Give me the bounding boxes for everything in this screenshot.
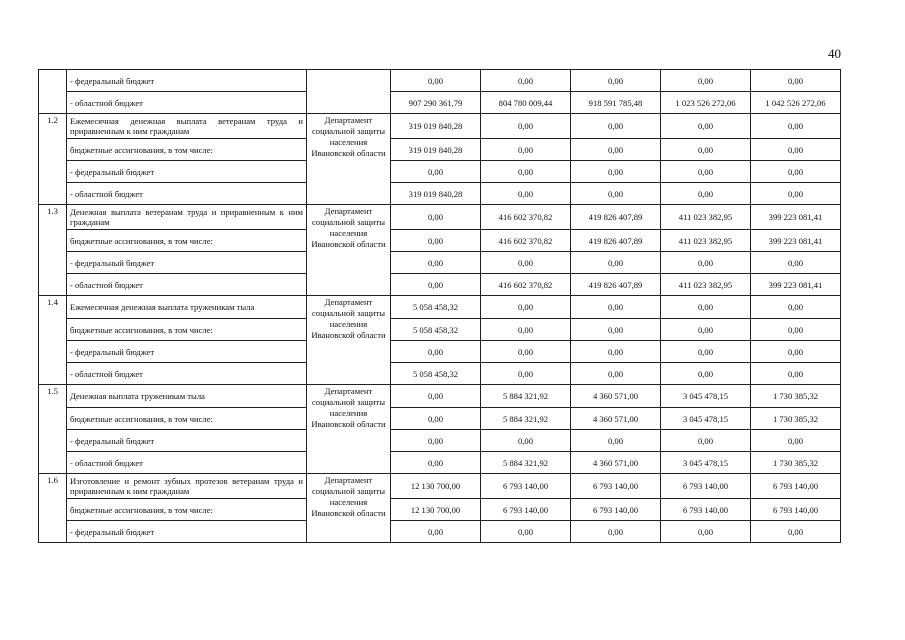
section-row bbox=[39, 114, 841, 139]
section-number: 1.2 bbox=[39, 114, 67, 205]
value-cell-4: 411 023 382,95 bbox=[661, 205, 751, 230]
value-cell-3: 0,00 bbox=[571, 114, 661, 139]
value-cell-4: 3 045 478,15 bbox=[661, 385, 751, 408]
value-cell-1: 5 058 458,32 bbox=[391, 363, 481, 385]
value-cell-3: 419 826 407,89 bbox=[571, 274, 661, 296]
executor-cell: Департамент социальной защиты населения Ивановской области bbox=[307, 296, 391, 385]
value-cell-3: 0,00 bbox=[571, 341, 661, 363]
value-cell-5: 1 730 385,32 bbox=[751, 408, 841, 430]
value-cell-4: 0,00 bbox=[661, 430, 751, 452]
row-name: - федеральный бюджет bbox=[67, 161, 307, 183]
value-cell-3: 6 793 140,00 bbox=[571, 474, 661, 499]
value-cell-4: 0,00 bbox=[661, 70, 751, 92]
row-name: - областной бюджет bbox=[67, 363, 307, 385]
value-cell-3: 4 360 571,00 bbox=[571, 408, 661, 430]
executor-cell: Департамент социальной защиты населения Ивановской области bbox=[307, 385, 391, 474]
value-cell-1: 0,00 bbox=[391, 452, 481, 474]
value-cell-5: 0,00 bbox=[751, 161, 841, 183]
executor-cell: Департамент социальной защиты населения Ивановской области bbox=[307, 205, 391, 296]
row-name: бюджетные ассигнования, в том числе: bbox=[67, 230, 307, 252]
value-cell-2: 0,00 bbox=[481, 363, 571, 385]
section-title: Ежемесячная денежная выплата ветеранам труда и приравненным к ним гражданам bbox=[67, 114, 307, 139]
value-cell-4: 1 023 526 272,06 bbox=[661, 92, 751, 114]
value-cell-1: 0,00 bbox=[391, 70, 481, 92]
value-cell-5: 1 042 526 272,06 bbox=[751, 92, 841, 114]
value-cell-2: 0,00 bbox=[481, 341, 571, 363]
value-cell-5: 1 730 385,32 bbox=[751, 452, 841, 474]
value-cell-2: 416 602 370,82 bbox=[481, 274, 571, 296]
value-cell-2: 5 884 321,92 bbox=[481, 408, 571, 430]
value-cell-2: 416 602 370,82 bbox=[481, 205, 571, 230]
section-row bbox=[39, 474, 841, 499]
value-cell-4: 0,00 bbox=[661, 114, 751, 139]
value-cell-4: 0,00 bbox=[661, 252, 751, 274]
value-cell-1: 319 019 840,28 bbox=[391, 183, 481, 205]
row-name: - областной бюджет bbox=[67, 452, 307, 474]
value-cell-5: 0,00 bbox=[751, 114, 841, 139]
value-cell-1: 5 058 458,32 bbox=[391, 319, 481, 341]
table-row bbox=[39, 341, 841, 363]
section-title: Ежемесячная денежная выплата труженикам тыла bbox=[67, 296, 307, 319]
section-row bbox=[39, 296, 841, 319]
value-cell-3: 419 826 407,89 bbox=[571, 205, 661, 230]
value-cell-4: 0,00 bbox=[661, 139, 751, 161]
value-cell-1: 319 019 840,28 bbox=[391, 114, 481, 139]
row-name: бюджетные ассигнования, в том числе: bbox=[67, 319, 307, 341]
value-cell-5: 399 223 081,41 bbox=[751, 205, 841, 230]
row-name: - федеральный бюджет bbox=[67, 341, 307, 363]
budget-table-body bbox=[39, 70, 841, 543]
table-row bbox=[39, 183, 841, 205]
value-cell-1: 0,00 bbox=[391, 274, 481, 296]
value-cell-3: 0,00 bbox=[571, 252, 661, 274]
value-cell-5: 0,00 bbox=[751, 319, 841, 341]
value-cell-4: 0,00 bbox=[661, 319, 751, 341]
value-cell-2: 804 780 009,44 bbox=[481, 92, 571, 114]
value-cell-1: 12 130 700,00 bbox=[391, 474, 481, 499]
value-cell-5: 399 223 081,41 bbox=[751, 230, 841, 252]
value-cell-3: 0,00 bbox=[571, 521, 661, 543]
table-row bbox=[39, 521, 841, 543]
value-cell-5: 0,00 bbox=[751, 139, 841, 161]
value-cell-3: 0,00 bbox=[571, 183, 661, 205]
row-name: - областной бюджет bbox=[67, 274, 307, 296]
row-name: бюджетные ассигнования, в том числе: bbox=[67, 499, 307, 521]
value-cell-4: 411 023 382,95 bbox=[661, 230, 751, 252]
table-row bbox=[39, 92, 841, 114]
value-cell-5: 399 223 081,41 bbox=[751, 274, 841, 296]
value-cell-4: 0,00 bbox=[661, 161, 751, 183]
value-cell-1: 907 290 361,79 bbox=[391, 92, 481, 114]
value-cell-2: 0,00 bbox=[481, 430, 571, 452]
value-cell-5: 6 793 140,00 bbox=[751, 474, 841, 499]
value-cell-2: 6 793 140,00 bbox=[481, 474, 571, 499]
value-cell-1: 319 019 840,28 bbox=[391, 139, 481, 161]
table-row bbox=[39, 252, 841, 274]
executor-cell bbox=[307, 70, 391, 114]
row-name: - федеральный бюджет bbox=[67, 252, 307, 274]
value-cell-2: 0,00 bbox=[481, 252, 571, 274]
table-row bbox=[39, 499, 841, 521]
row-name: - федеральный бюджет bbox=[67, 430, 307, 452]
table-row bbox=[39, 430, 841, 452]
value-cell-2: 0,00 bbox=[481, 70, 571, 92]
value-cell-2: 416 602 370,82 bbox=[481, 230, 571, 252]
row-name: - федеральный бюджет bbox=[67, 521, 307, 543]
section-number: 1.6 bbox=[39, 474, 67, 543]
budget-table bbox=[38, 69, 841, 543]
value-cell-2: 0,00 bbox=[481, 161, 571, 183]
table-row bbox=[39, 319, 841, 341]
table-row bbox=[39, 230, 841, 252]
value-cell-4: 0,00 bbox=[661, 183, 751, 205]
value-cell-2: 0,00 bbox=[481, 296, 571, 319]
section-number: 1.4 bbox=[39, 296, 67, 385]
value-cell-2: 0,00 bbox=[481, 114, 571, 139]
value-cell-1: 5 058 458,32 bbox=[391, 296, 481, 319]
table-row bbox=[39, 452, 841, 474]
value-cell-2: 6 793 140,00 bbox=[481, 499, 571, 521]
value-cell-2: 5 884 321,92 bbox=[481, 452, 571, 474]
value-cell-3: 4 360 571,00 bbox=[571, 452, 661, 474]
value-cell-4: 6 793 140,00 bbox=[661, 474, 751, 499]
page-number: 40 bbox=[828, 46, 841, 61]
value-cell-3: 0,00 bbox=[571, 139, 661, 161]
value-cell-2: 0,00 bbox=[481, 319, 571, 341]
table-row bbox=[39, 161, 841, 183]
value-cell-4: 3 045 478,15 bbox=[661, 408, 751, 430]
executor-cell: Департамент социальной защиты населения Ивановской области bbox=[307, 114, 391, 205]
value-cell-5: 6 793 140,00 bbox=[751, 499, 841, 521]
row-name: - областной бюджет bbox=[67, 92, 307, 114]
value-cell-1: 0,00 bbox=[391, 252, 481, 274]
value-cell-5: 0,00 bbox=[751, 183, 841, 205]
section-row bbox=[39, 385, 841, 408]
value-cell-3: 0,00 bbox=[571, 430, 661, 452]
row-name: - федеральный бюджет bbox=[67, 70, 307, 92]
value-cell-5: 0,00 bbox=[751, 252, 841, 274]
value-cell-3: 0,00 bbox=[571, 363, 661, 385]
value-cell-4: 411 023 382,95 bbox=[661, 274, 751, 296]
value-cell-1: 0,00 bbox=[391, 430, 481, 452]
value-cell-3: 0,00 bbox=[571, 296, 661, 319]
section-row bbox=[39, 205, 841, 230]
value-cell-4: 6 793 140,00 bbox=[661, 499, 751, 521]
table-row bbox=[39, 70, 841, 92]
value-cell-5: 0,00 bbox=[751, 296, 841, 319]
table-row bbox=[39, 139, 841, 161]
section-title: Изготовление и ремонт зубных протезов ветеранам труда и приравненным к ним гражданам bbox=[67, 474, 307, 499]
section-number: 1.3 bbox=[39, 205, 67, 296]
value-cell-5: 0,00 bbox=[751, 70, 841, 92]
value-cell-2: 0,00 bbox=[481, 521, 571, 543]
value-cell-1: 0,00 bbox=[391, 341, 481, 363]
value-cell-4: 0,00 bbox=[661, 363, 751, 385]
value-cell-4: 3 045 478,15 bbox=[661, 452, 751, 474]
value-cell-4: 0,00 bbox=[661, 521, 751, 543]
value-cell-5: 0,00 bbox=[751, 521, 841, 543]
value-cell-1: 12 130 700,00 bbox=[391, 499, 481, 521]
value-cell-3: 0,00 bbox=[571, 319, 661, 341]
value-cell-1: 0,00 bbox=[391, 385, 481, 408]
value-cell-5: 0,00 bbox=[751, 341, 841, 363]
value-cell-3: 0,00 bbox=[571, 70, 661, 92]
value-cell-1: 0,00 bbox=[391, 161, 481, 183]
value-cell-3: 419 826 407,89 bbox=[571, 230, 661, 252]
value-cell-2: 0,00 bbox=[481, 139, 571, 161]
table-row bbox=[39, 274, 841, 296]
value-cell-3: 6 793 140,00 bbox=[571, 499, 661, 521]
row-name: - областной бюджет bbox=[67, 183, 307, 205]
value-cell-2: 5 884 321,92 bbox=[481, 385, 571, 408]
value-cell-1: 0,00 bbox=[391, 408, 481, 430]
value-cell-1: 0,00 bbox=[391, 205, 481, 230]
value-cell-1: 0,00 bbox=[391, 521, 481, 543]
value-cell-5: 0,00 bbox=[751, 363, 841, 385]
table-row bbox=[39, 363, 841, 385]
section-number: 1.5 bbox=[39, 385, 67, 474]
value-cell-1: 0,00 bbox=[391, 230, 481, 252]
value-cell-4: 0,00 bbox=[661, 341, 751, 363]
row-name: бюджетные ассигнования, в том числе: bbox=[67, 408, 307, 430]
table-row bbox=[39, 408, 841, 430]
value-cell-2: 0,00 bbox=[481, 183, 571, 205]
value-cell-4: 0,00 bbox=[661, 296, 751, 319]
executor-cell: Департамент социальной защиты населения Ивановской области bbox=[307, 474, 391, 543]
value-cell-3: 918 591 785,48 bbox=[571, 92, 661, 114]
row-number-cell bbox=[39, 70, 67, 114]
value-cell-3: 0,00 bbox=[571, 161, 661, 183]
section-title: Денежная выплата ветеранам труда и приравненным к ним гражданам bbox=[67, 205, 307, 230]
value-cell-5: 1 730 385,32 bbox=[751, 385, 841, 408]
row-name: бюджетные ассигнования, в том числе: bbox=[67, 139, 307, 161]
value-cell-3: 4 360 571,00 bbox=[571, 385, 661, 408]
section-title: Денежная выплата труженикам тыла bbox=[67, 385, 307, 408]
value-cell-5: 0,00 bbox=[751, 430, 841, 452]
